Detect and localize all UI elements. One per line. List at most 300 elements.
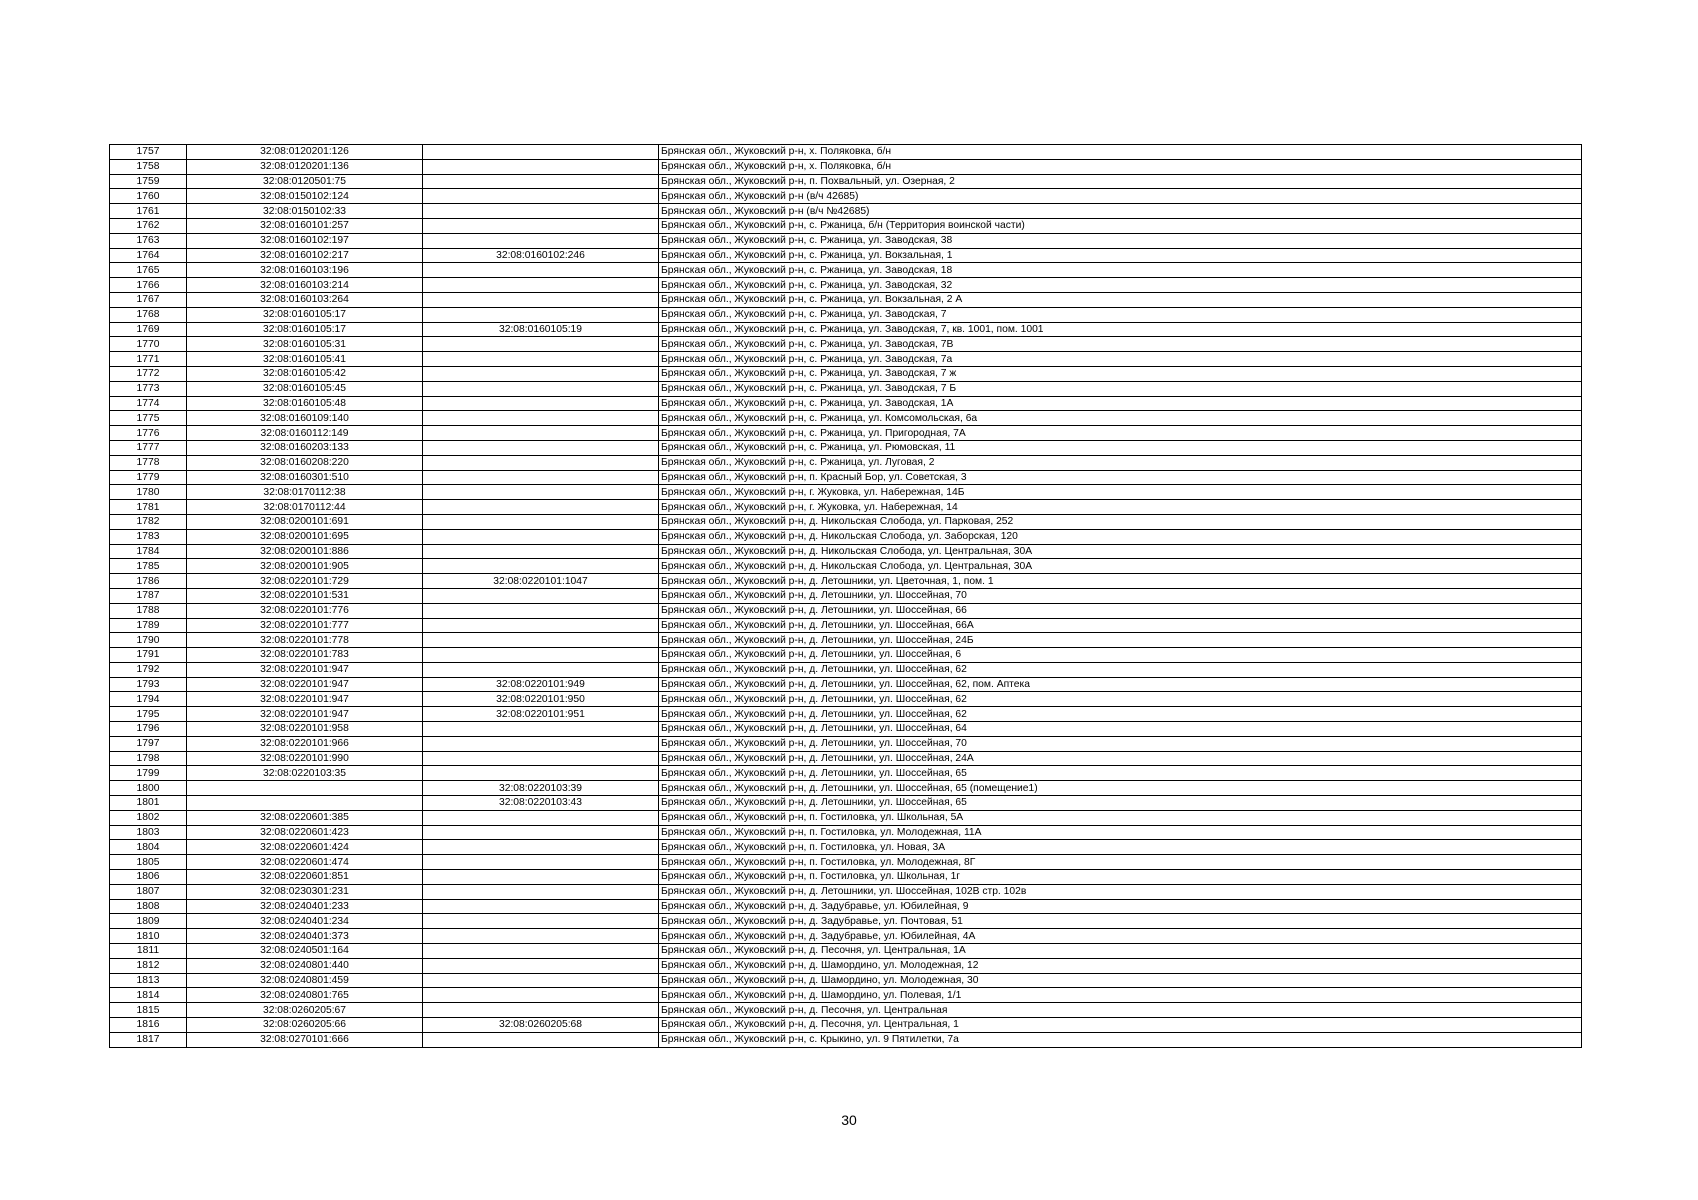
- row-number-cell: 1797: [110, 736, 187, 751]
- premises-cadastral-number-cell: [423, 736, 659, 751]
- address-cell: Брянская обл., Жуковский р-н, с. Ржаница, ул. Заводская, 7 Б: [659, 381, 1582, 396]
- premises-cadastral-number-cell: [423, 366, 659, 381]
- table-row: [110, 352, 1582, 367]
- premises-cadastral-number-cell: [423, 840, 659, 855]
- row-number-cell: 1806: [110, 870, 187, 885]
- address-cell: Брянская обл., Жуковский р-н, д. Задубравье, ул. Юбилейная, 9: [659, 899, 1582, 914]
- row-number-cell: 1813: [110, 973, 187, 988]
- cadastral-number-cell: 32:08:0230301:231: [187, 884, 423, 899]
- row-number-cell: 1796: [110, 722, 187, 737]
- cadastral-number-cell: 32:08:0220601:851: [187, 870, 423, 885]
- table-row: [110, 485, 1582, 500]
- row-number-cell: 1759: [110, 174, 187, 189]
- table-row: [110, 603, 1582, 618]
- cadastral-number-cell: 32:08:0120201:136: [187, 159, 423, 174]
- table-row: [110, 707, 1582, 722]
- cadastral-number-cell: 32:08:0260205:66: [187, 1018, 423, 1033]
- cadastral-number-cell: 32:08:0220101:776: [187, 603, 423, 618]
- row-number-cell: 1790: [110, 633, 187, 648]
- row-number-cell: 1778: [110, 455, 187, 470]
- cadastral-number-cell: 32:08:0220101:966: [187, 736, 423, 751]
- premises-cadastral-number-cell: [423, 1032, 659, 1047]
- address-cell: Брянская обл., Жуковский р-н, д. Шамордино, ул. Молодежная, 30: [659, 973, 1582, 988]
- address-cell: Брянская обл., Жуковский р-н, д. Летошники, ул. Шоссейная, 62: [659, 662, 1582, 677]
- cadastral-number-cell: 32:08:0240401:233: [187, 899, 423, 914]
- table-row: [110, 929, 1582, 944]
- premises-cadastral-number-cell: [423, 145, 659, 160]
- row-number-cell: 1784: [110, 544, 187, 559]
- row-number-cell: 1768: [110, 307, 187, 322]
- address-cell: Брянская обл., Жуковский р-н, с. Ржаница, ул. Заводская, 18: [659, 263, 1582, 278]
- table-row: [110, 1003, 1582, 1018]
- row-number-cell: 1763: [110, 233, 187, 248]
- row-number-cell: 1772: [110, 366, 187, 381]
- address-cell: Брянская обл., Жуковский р-н, д. Задубравье, ул. Юбилейная, 4А: [659, 929, 1582, 944]
- row-number-cell: 1800: [110, 781, 187, 796]
- premises-cadastral-number-cell: [423, 307, 659, 322]
- premises-cadastral-number-cell: [423, 559, 659, 574]
- address-cell: Брянская обл., Жуковский р-н, с. Ржаница, ул. Рюмовская, 11: [659, 440, 1582, 455]
- cadastral-number-cell: 32:08:0220101:947: [187, 677, 423, 692]
- table-row: [110, 588, 1582, 603]
- cadastral-number-cell: 32:08:0220101:947: [187, 707, 423, 722]
- cadastral-number-cell: 32:08:0160203:133: [187, 440, 423, 455]
- cadastral-number-cell: 32:08:0200101:691: [187, 514, 423, 529]
- table-row: [110, 263, 1582, 278]
- premises-cadastral-number-cell: [423, 514, 659, 529]
- cadastral-number-cell: 32:08:0220101:778: [187, 633, 423, 648]
- row-number-cell: 1760: [110, 189, 187, 204]
- row-number-cell: 1807: [110, 884, 187, 899]
- row-number-cell: 1786: [110, 574, 187, 589]
- cadastral-number-cell: 32:08:0120201:126: [187, 145, 423, 160]
- table-row: [110, 189, 1582, 204]
- premises-cadastral-number-cell: 32:08:0220101:950: [423, 692, 659, 707]
- address-cell: Брянская обл., Жуковский р-н, с. Ржаница, ул. Вокзальная, 1: [659, 248, 1582, 263]
- table-row: [110, 204, 1582, 219]
- table-row: [110, 870, 1582, 885]
- address-cell: Брянская обл., Жуковский р-н (в/ч 42685): [659, 189, 1582, 204]
- cadastral-number-cell: 32:08:0240401:373: [187, 929, 423, 944]
- premises-cadastral-number-cell: [423, 633, 659, 648]
- row-number-cell: 1793: [110, 677, 187, 692]
- address-cell: Брянская обл., Жуковский р-н, д. Летошники, ул. Шоссейная, 64: [659, 722, 1582, 737]
- premises-cadastral-number-cell: [423, 411, 659, 426]
- premises-cadastral-number-cell: [423, 603, 659, 618]
- address-cell: Брянская обл., Жуковский р-н, д. Летошники, ул. Шоссейная, 62, пом. Аптека: [659, 677, 1582, 692]
- row-number-cell: 1816: [110, 1018, 187, 1033]
- cadastral-number-cell: 32:08:0220101:947: [187, 662, 423, 677]
- row-number-cell: 1767: [110, 292, 187, 307]
- row-number-cell: 1757: [110, 145, 187, 160]
- table-row: [110, 233, 1582, 248]
- address-cell: Брянская обл., Жуковский р-н, п. Гостиловка, ул. Школьная, 5А: [659, 810, 1582, 825]
- premises-cadastral-number-cell: [423, 426, 659, 441]
- address-cell: Брянская обл., Жуковский р-н, д. Летошники, ул. Шоссейная, 24А: [659, 751, 1582, 766]
- premises-cadastral-number-cell: 32:08:0220101:949: [423, 677, 659, 692]
- row-number-cell: 1771: [110, 352, 187, 367]
- row-number-cell: 1817: [110, 1032, 187, 1047]
- premises-cadastral-number-cell: [423, 174, 659, 189]
- address-cell: Брянская обл., Жуковский р-н, х. Поляковка, б/н: [659, 159, 1582, 174]
- premises-cadastral-number-cell: [423, 944, 659, 959]
- cadastral-number-cell: 32:08:0220101:729: [187, 574, 423, 589]
- cadastral-number-cell: 32:08:0160105:41: [187, 352, 423, 367]
- premises-cadastral-number-cell: [423, 337, 659, 352]
- row-number-cell: 1795: [110, 707, 187, 722]
- page-number: 30: [841, 1112, 857, 1128]
- cadastral-number-cell: 32:08:0160105:42: [187, 366, 423, 381]
- table-row: [110, 322, 1582, 337]
- cadastral-number-cell: 32:08:0160112:149: [187, 426, 423, 441]
- premises-cadastral-number-cell: [423, 396, 659, 411]
- cadastral-number-cell: 32:08:0160102:217: [187, 248, 423, 263]
- row-number-cell: 1808: [110, 899, 187, 914]
- address-cell: Брянская обл., Жуковский р-н, с. Ржаница, ул. Заводская, 7 ж: [659, 366, 1582, 381]
- table-row: [110, 855, 1582, 870]
- row-number-cell: 1770: [110, 337, 187, 352]
- cadastral-number-cell: 32:08:0220101:777: [187, 618, 423, 633]
- cadastral-number-cell: 32:08:0150102:124: [187, 189, 423, 204]
- address-cell: Брянская обл., Жуковский р-н, д. Летошники, ул. Шоссейная, 65: [659, 796, 1582, 811]
- cadastral-number-cell: 32:08:0160208:220: [187, 455, 423, 470]
- row-number-cell: 1761: [110, 204, 187, 219]
- table-row: [110, 440, 1582, 455]
- premises-cadastral-number-cell: [423, 218, 659, 233]
- row-number-cell: 1809: [110, 914, 187, 929]
- cadastral-number-cell: 32:08:0220101:990: [187, 751, 423, 766]
- row-number-cell: 1799: [110, 766, 187, 781]
- table-row: [110, 411, 1582, 426]
- row-number-cell: 1776: [110, 426, 187, 441]
- address-cell: Брянская обл., Жуковский р-н, д. Никольская Слобода, ул. Центральная, 30А: [659, 559, 1582, 574]
- premises-cadastral-number-cell: 32:08:0220103:43: [423, 796, 659, 811]
- premises-cadastral-number-cell: [423, 722, 659, 737]
- row-number-cell: 1810: [110, 929, 187, 944]
- premises-cadastral-number-cell: [423, 204, 659, 219]
- row-number-cell: 1764: [110, 248, 187, 263]
- row-number-cell: 1815: [110, 1003, 187, 1018]
- premises-cadastral-number-cell: [423, 899, 659, 914]
- premises-cadastral-number-cell: [423, 381, 659, 396]
- table-row: [110, 145, 1582, 160]
- table-row: [110, 958, 1582, 973]
- table-row: [110, 366, 1582, 381]
- premises-cadastral-number-cell: 32:08:0220101:1047: [423, 574, 659, 589]
- row-number-cell: 1803: [110, 825, 187, 840]
- premises-cadastral-number-cell: 32:08:0160102:246: [423, 248, 659, 263]
- address-cell: Брянская обл., Жуковский р-н, д. Никольская Слобода, ул. Парковая, 252: [659, 514, 1582, 529]
- address-cell: Брянская обл., Жуковский р-н, д. Задубравье, ул. Почтовая, 51: [659, 914, 1582, 929]
- premises-cadastral-number-cell: [423, 440, 659, 455]
- cadastral-number-cell: 32:08:0240801:459: [187, 973, 423, 988]
- cadastral-number-cell: 32:08:0160105:17: [187, 322, 423, 337]
- address-cell: Брянская обл., Жуковский р-н, п. Красный Бор, ул. Советская, 3: [659, 470, 1582, 485]
- row-number-cell: 1775: [110, 411, 187, 426]
- cadastral-number-cell: 32:08:0270101:666: [187, 1032, 423, 1047]
- cadastral-number-cell: 32:08:0220101:531: [187, 588, 423, 603]
- address-cell: Брянская обл., Жуковский р-н, д. Летошники, ул. Шоссейная, 24Б: [659, 633, 1582, 648]
- address-cell: Брянская обл., Жуковский р-н, с. Ржаница, ул. Комсомольская, 6а: [659, 411, 1582, 426]
- cadastral-number-cell: 32:08:0220601:474: [187, 855, 423, 870]
- premises-cadastral-number-cell: [423, 648, 659, 663]
- address-cell: Брянская обл., Жуковский р-н, п. Похвальный, ул. Озерная, 2: [659, 174, 1582, 189]
- premises-cadastral-number-cell: [423, 751, 659, 766]
- row-number-cell: 1762: [110, 218, 187, 233]
- row-number-cell: 1773: [110, 381, 187, 396]
- table-row: [110, 781, 1582, 796]
- table-row: [110, 973, 1582, 988]
- premises-cadastral-number-cell: [423, 470, 659, 485]
- address-cell: Брянская обл., Жуковский р-н, с. Крыкино, ул. 9 Пятилетки, 7а: [659, 1032, 1582, 1047]
- premises-cadastral-number-cell: [423, 855, 659, 870]
- address-cell: Брянская обл., Жуковский р-н, д. Летошники, ул. Шоссейная, 65: [659, 766, 1582, 781]
- table-row: [110, 337, 1582, 352]
- cadastral-number-cell: 32:08:0160101:257: [187, 218, 423, 233]
- row-number-cell: 1785: [110, 559, 187, 574]
- address-cell: Брянская обл., Жуковский р-н, с. Ржаница, ул. Пригородная, 7А: [659, 426, 1582, 441]
- premises-cadastral-number-cell: [423, 263, 659, 278]
- cadastral-number-cell: 32:08:0240501:164: [187, 944, 423, 959]
- cadastral-number-cell: 32:08:0150102:33: [187, 204, 423, 219]
- table-row: [110, 396, 1582, 411]
- address-cell: Брянская обл., Жуковский р-н, г. Жуковка, ул. Набережная, 14Б: [659, 485, 1582, 500]
- row-number-cell: 1812: [110, 958, 187, 973]
- row-number-cell: 1791: [110, 648, 187, 663]
- cadastral-number-cell: 32:08:0160103:214: [187, 278, 423, 293]
- table-row: [110, 751, 1582, 766]
- premises-cadastral-number-cell: [423, 352, 659, 367]
- cadastral-number-cell: 32:08:0170112:44: [187, 500, 423, 515]
- cadastral-number-cell: 32:08:0160109:140: [187, 411, 423, 426]
- premises-cadastral-number-cell: 32:08:0260205:68: [423, 1018, 659, 1033]
- row-number-cell: 1787: [110, 588, 187, 603]
- row-number-cell: 1774: [110, 396, 187, 411]
- cadastral-number-cell: [187, 796, 423, 811]
- row-number-cell: 1766: [110, 278, 187, 293]
- premises-cadastral-number-cell: [423, 588, 659, 603]
- table-row: [110, 1018, 1582, 1033]
- cadastral-number-cell: 32:08:0220103:35: [187, 766, 423, 781]
- address-cell: Брянская обл., Жуковский р-н, д. Летошники, ул. Шоссейная, 70: [659, 588, 1582, 603]
- row-number-cell: 1804: [110, 840, 187, 855]
- row-number-cell: 1792: [110, 662, 187, 677]
- cadastral-number-cell: 32:08:0160102:197: [187, 233, 423, 248]
- cadastral-number-cell: 32:08:0160105:45: [187, 381, 423, 396]
- row-number-cell: 1789: [110, 618, 187, 633]
- cadastral-number-cell: 32:08:0170112:38: [187, 485, 423, 500]
- table-row: [110, 500, 1582, 515]
- address-cell: Брянская обл., Жуковский р-н, д. Летошники, ул. Шоссейная, 66: [659, 603, 1582, 618]
- row-number-cell: 1801: [110, 796, 187, 811]
- cadastral-number-cell: 32:08:0260205:67: [187, 1003, 423, 1018]
- premises-cadastral-number-cell: 32:08:0220103:39: [423, 781, 659, 796]
- address-cell: Брянская обл., Жуковский р-н, с. Ржаница, ул. Заводская, 38: [659, 233, 1582, 248]
- table-row: [110, 633, 1582, 648]
- address-cell: Брянская обл., Жуковский р-н, д. Шамордино, ул. Полевая, 1/1: [659, 988, 1582, 1003]
- address-cell: Брянская обл., Жуковский р-н, д. Песочня, ул. Центральная: [659, 1003, 1582, 1018]
- table-row: [110, 159, 1582, 174]
- cadastral-number-cell: 32:08:0220601:385: [187, 810, 423, 825]
- address-cell: Брянская обл., Жуковский р-н, с. Ржаница, ул. Заводская, 32: [659, 278, 1582, 293]
- premises-cadastral-number-cell: [423, 529, 659, 544]
- table-row: [110, 574, 1582, 589]
- row-number-cell: 1779: [110, 470, 187, 485]
- table-row: [110, 692, 1582, 707]
- premises-cadastral-number-cell: [423, 618, 659, 633]
- cadastral-number-cell: 32:08:0240801:440: [187, 958, 423, 973]
- cadastral-number-cell: 32:08:0240401:234: [187, 914, 423, 929]
- address-cell: Брянская обл., Жуковский р-н (в/ч №42685): [659, 204, 1582, 219]
- table-row: [110, 426, 1582, 441]
- row-number-cell: 1758: [110, 159, 187, 174]
- table-row: [110, 810, 1582, 825]
- cadastral-number-cell: 32:08:0240801:765: [187, 988, 423, 1003]
- table-row: [110, 648, 1582, 663]
- address-cell: Брянская обл., Жуковский р-н, г. Жуковка, ул. Набережная, 14: [659, 500, 1582, 515]
- premises-cadastral-number-cell: [423, 189, 659, 204]
- cadastral-number-cell: [187, 781, 423, 796]
- address-cell: Брянская обл., Жуковский р-н, с. Ржаница, б/н (Территория воинской части): [659, 218, 1582, 233]
- cadastral-number-cell: 32:08:0160105:17: [187, 307, 423, 322]
- premises-cadastral-number-cell: [423, 914, 659, 929]
- premises-cadastral-number-cell: [423, 278, 659, 293]
- table-row: [110, 1032, 1582, 1047]
- address-cell: Брянская обл., Жуковский р-н, с. Ржаница, ул. Заводская, 1А: [659, 396, 1582, 411]
- table-row: [110, 381, 1582, 396]
- premises-cadastral-number-cell: [423, 958, 659, 973]
- table-row: [110, 914, 1582, 929]
- row-number-cell: 1814: [110, 988, 187, 1003]
- address-cell: Брянская обл., Жуковский р-н, п. Гостиловка, ул. Новая, 3А: [659, 840, 1582, 855]
- table-row: [110, 825, 1582, 840]
- cadastral-number-cell: 32:08:0160301:510: [187, 470, 423, 485]
- cadastral-number-cell: 32:08:0160103:196: [187, 263, 423, 278]
- cadastral-number-cell: 32:08:0200101:695: [187, 529, 423, 544]
- address-cell: Брянская обл., Жуковский р-н, с. Ржаница, ул. Заводская, 7В: [659, 337, 1582, 352]
- address-cell: Брянская обл., Жуковский р-н, д. Песочня, ул. Центральная, 1: [659, 1018, 1582, 1033]
- registry-table: [109, 144, 1582, 1048]
- table-row: [110, 218, 1582, 233]
- cadastral-number-cell: 32:08:0220601:423: [187, 825, 423, 840]
- row-number-cell: 1788: [110, 603, 187, 618]
- address-cell: Брянская обл., Жуковский р-н, п. Гостиловка, ул. Школьная, 1г: [659, 870, 1582, 885]
- premises-cadastral-number-cell: [423, 929, 659, 944]
- premises-cadastral-number-cell: [423, 825, 659, 840]
- table-row: [110, 292, 1582, 307]
- row-number-cell: 1780: [110, 485, 187, 500]
- table-row: [110, 899, 1582, 914]
- table-row: [110, 514, 1582, 529]
- row-number-cell: 1765: [110, 263, 187, 278]
- cadastral-number-cell: 32:08:0220101:783: [187, 648, 423, 663]
- row-number-cell: 1783: [110, 529, 187, 544]
- cadastral-number-cell: 32:08:0160105:31: [187, 337, 423, 352]
- cadastral-number-cell: 32:08:0160105:48: [187, 396, 423, 411]
- address-cell: Брянская обл., Жуковский р-н, д. Летошники, ул. Цветочная, 1, пом. 1: [659, 574, 1582, 589]
- premises-cadastral-number-cell: [423, 810, 659, 825]
- row-number-cell: 1782: [110, 514, 187, 529]
- address-cell: Брянская обл., Жуковский р-н, с. Ржаница, ул. Луговая, 2: [659, 455, 1582, 470]
- row-number-cell: 1794: [110, 692, 187, 707]
- address-cell: Брянская обл., Жуковский р-н, д. Летошники, ул. Шоссейная, 62: [659, 707, 1582, 722]
- premises-cadastral-number-cell: 32:08:0220101:951: [423, 707, 659, 722]
- table-row: [110, 470, 1582, 485]
- address-cell: Брянская обл., Жуковский р-н, х. Поляковка, б/н: [659, 145, 1582, 160]
- table-row: [110, 248, 1582, 263]
- address-cell: Брянская обл., Жуковский р-н, с. Ржаница, ул. Заводская, 7, кв. 1001, пом. 1001: [659, 322, 1582, 337]
- cadastral-number-cell: 32:08:0200101:905: [187, 559, 423, 574]
- table-row: [110, 988, 1582, 1003]
- table-row: [110, 174, 1582, 189]
- address-cell: Брянская обл., Жуковский р-н, д. Шамордино, ул. Молодежная, 12: [659, 958, 1582, 973]
- row-number-cell: 1805: [110, 855, 187, 870]
- table-row: [110, 662, 1582, 677]
- address-cell: Брянская обл., Жуковский р-н, д. Никольская Слобода, ул. Центральная, 30А: [659, 544, 1582, 559]
- premises-cadastral-number-cell: [423, 1003, 659, 1018]
- cadastral-number-cell: 32:08:0220601:424: [187, 840, 423, 855]
- address-cell: Брянская обл., Жуковский р-н, д. Песочня, ул. Центральная, 1А: [659, 944, 1582, 959]
- cadastral-number-cell: 32:08:0220101:947: [187, 692, 423, 707]
- table-row: [110, 278, 1582, 293]
- table-row: [110, 840, 1582, 855]
- table-row: [110, 944, 1582, 959]
- cadastral-number-cell: 32:08:0220101:958: [187, 722, 423, 737]
- table-row: [110, 455, 1582, 470]
- cadastral-number-cell: 32:08:0200101:886: [187, 544, 423, 559]
- address-cell: Брянская обл., Жуковский р-н, д. Летошники, ул. Шоссейная, 6: [659, 648, 1582, 663]
- address-cell: Брянская обл., Жуковский р-н, с. Ржаница, ул. Вокзальная, 2 А: [659, 292, 1582, 307]
- row-number-cell: 1777: [110, 440, 187, 455]
- premises-cadastral-number-cell: [423, 159, 659, 174]
- row-number-cell: 1802: [110, 810, 187, 825]
- table-row: [110, 618, 1582, 633]
- table-row: [110, 766, 1582, 781]
- table-row: [110, 529, 1582, 544]
- premises-cadastral-number-cell: [423, 870, 659, 885]
- address-cell: Брянская обл., Жуковский р-н, д. Летошники, ул. Шоссейная, 66А: [659, 618, 1582, 633]
- premises-cadastral-number-cell: [423, 884, 659, 899]
- table-row: [110, 722, 1582, 737]
- table-row: [110, 307, 1582, 322]
- cadastral-number-cell: 32:08:0160103:264: [187, 292, 423, 307]
- row-number-cell: 1769: [110, 322, 187, 337]
- cadastral-number-cell: 32:08:0120501:75: [187, 174, 423, 189]
- premises-cadastral-number-cell: [423, 292, 659, 307]
- row-number-cell: 1798: [110, 751, 187, 766]
- table-row: [110, 796, 1582, 811]
- table-row: [110, 544, 1582, 559]
- address-cell: Брянская обл., Жуковский р-н, п. Гостиловка, ул. Молодежная, 11А: [659, 825, 1582, 840]
- row-number-cell: 1811: [110, 944, 187, 959]
- premises-cadastral-number-cell: [423, 485, 659, 500]
- address-cell: Брянская обл., Жуковский р-н, д. Никольская Слобода, ул. Заборская, 120: [659, 529, 1582, 544]
- table-row: [110, 736, 1582, 751]
- table-row: [110, 677, 1582, 692]
- premises-cadastral-number-cell: [423, 766, 659, 781]
- premises-cadastral-number-cell: [423, 973, 659, 988]
- address-cell: Брянская обл., Жуковский р-н, д. Летошники, ул. Шоссейная, 62: [659, 692, 1582, 707]
- row-number-cell: 1781: [110, 500, 187, 515]
- premises-cadastral-number-cell: [423, 500, 659, 515]
- address-cell: Брянская обл., Жуковский р-н, д. Летошники, ул. Шоссейная, 65 (помещение1): [659, 781, 1582, 796]
- address-cell: Брянская обл., Жуковский р-н, п. Гостиловка, ул. Молодежная, 8Г: [659, 855, 1582, 870]
- premises-cadastral-number-cell: [423, 455, 659, 470]
- address-cell: Брянская обл., Жуковский р-н, д. Летошники, ул. Шоссейная, 102В стр. 102в: [659, 884, 1582, 899]
- premises-cadastral-number-cell: [423, 662, 659, 677]
- premises-cadastral-number-cell: [423, 544, 659, 559]
- premises-cadastral-number-cell: 32:08:0160105:19: [423, 322, 659, 337]
